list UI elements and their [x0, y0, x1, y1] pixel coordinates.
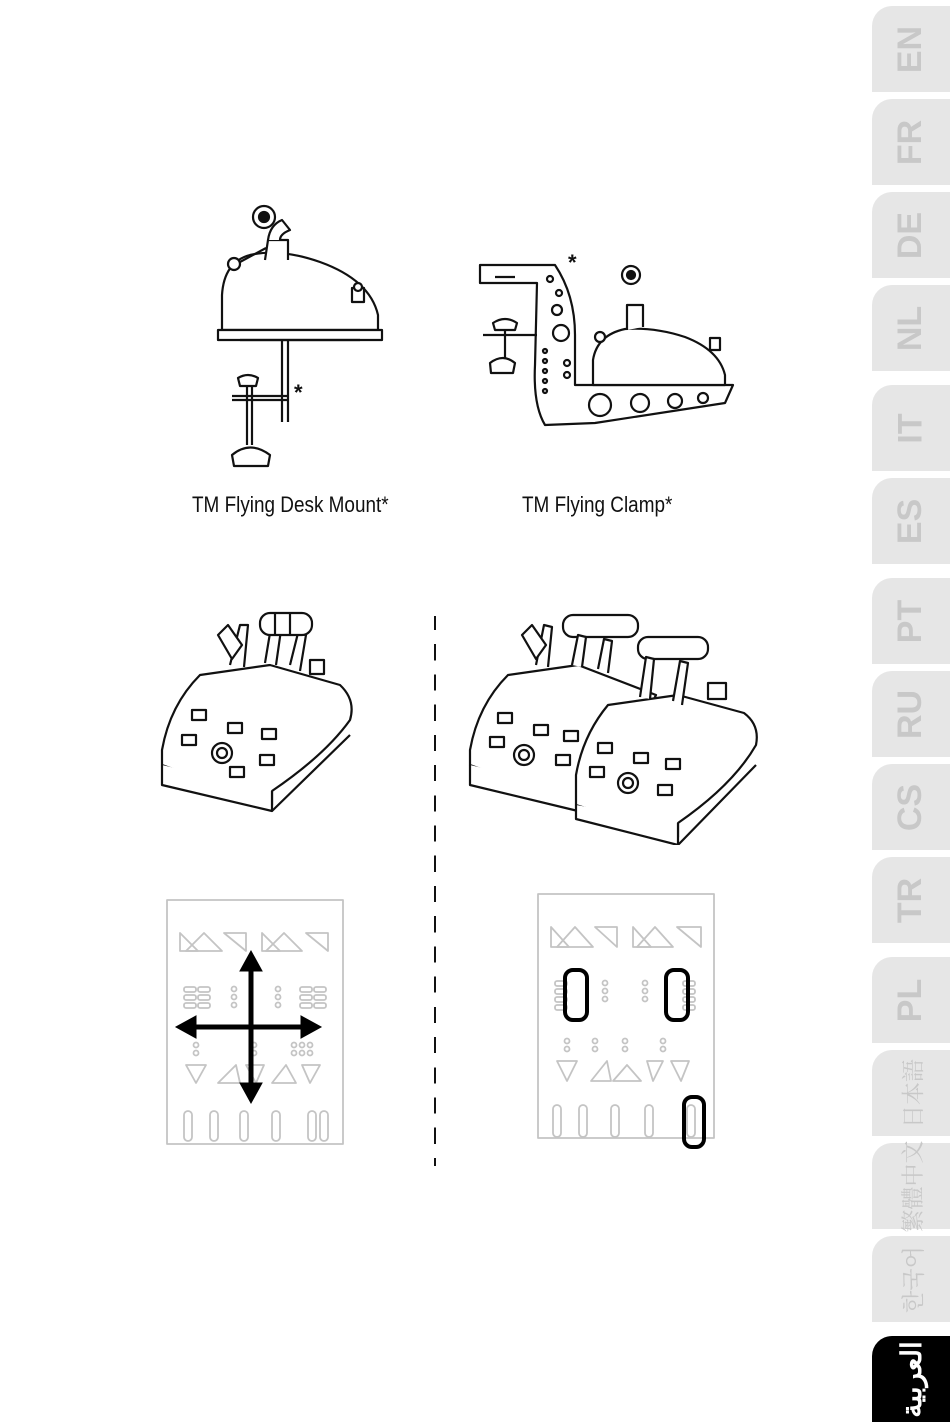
clamp-asterisk: *: [568, 250, 577, 275]
column-divider: [434, 616, 436, 1166]
lang-tab-label: PL: [891, 978, 930, 1022]
lang-tab-ko[interactable]: [872, 1236, 950, 1322]
lang-tab-label: 繁體中文: [899, 1140, 926, 1232]
lang-tab-pl[interactable]: [872, 957, 950, 1043]
lang-tab-label: IT: [891, 412, 930, 444]
panel-layout-highlight-illustration: [537, 893, 717, 1153]
lang-tab-label: العربية: [895, 1340, 927, 1418]
lang-tab-label: TR: [891, 877, 930, 923]
lang-tab-label: EN: [891, 25, 930, 73]
lang-tab-fr[interactable]: [872, 99, 950, 185]
lang-tab-ru[interactable]: [872, 671, 950, 757]
lang-tab-zh[interactable]: [872, 1140, 950, 1232]
lang-tab-label: CS: [891, 783, 930, 831]
lang-tab-label: PT: [891, 599, 930, 643]
desk-mount-illustration: [210, 200, 390, 475]
dual-throttle-illustration: [468, 605, 763, 845]
lang-tab-en[interactable]: [872, 6, 950, 92]
lang-tab-label: 日本語: [899, 1058, 926, 1128]
lang-tab-label: ES: [891, 498, 930, 544]
panel-layout-cross-illustration: [166, 899, 346, 1147]
lang-tab-label: 한국어: [899, 1245, 926, 1313]
lang-tab-it[interactable]: [872, 385, 950, 471]
lang-tab-pt[interactable]: [872, 578, 950, 664]
lang-tab-de[interactable]: [872, 192, 950, 278]
lang-tab-ar[interactable]: [872, 1336, 950, 1422]
lang-tab-es[interactable]: [872, 478, 950, 564]
clamp-illustration: [475, 255, 745, 430]
language-tabs: [872, 0, 950, 1425]
lang-tab-label: FR: [891, 119, 930, 165]
desk-mount-asterisk: *: [294, 380, 303, 405]
lang-tab-ja[interactable]: [872, 1050, 950, 1136]
single-throttle-illustration: [160, 605, 360, 815]
lang-tab-label: RU: [891, 689, 930, 739]
lang-tab-tr[interactable]: [872, 857, 950, 943]
lang-tab-cs[interactable]: [872, 764, 950, 850]
clamp-caption: TM Flying Clamp*: [522, 492, 673, 517]
lang-tab-label: NL: [891, 305, 930, 351]
lang-tab-nl[interactable]: [872, 285, 950, 371]
lang-tab-label: DE: [891, 211, 930, 259]
desk-mount-caption: TM Flying Desk Mount*: [192, 492, 389, 517]
